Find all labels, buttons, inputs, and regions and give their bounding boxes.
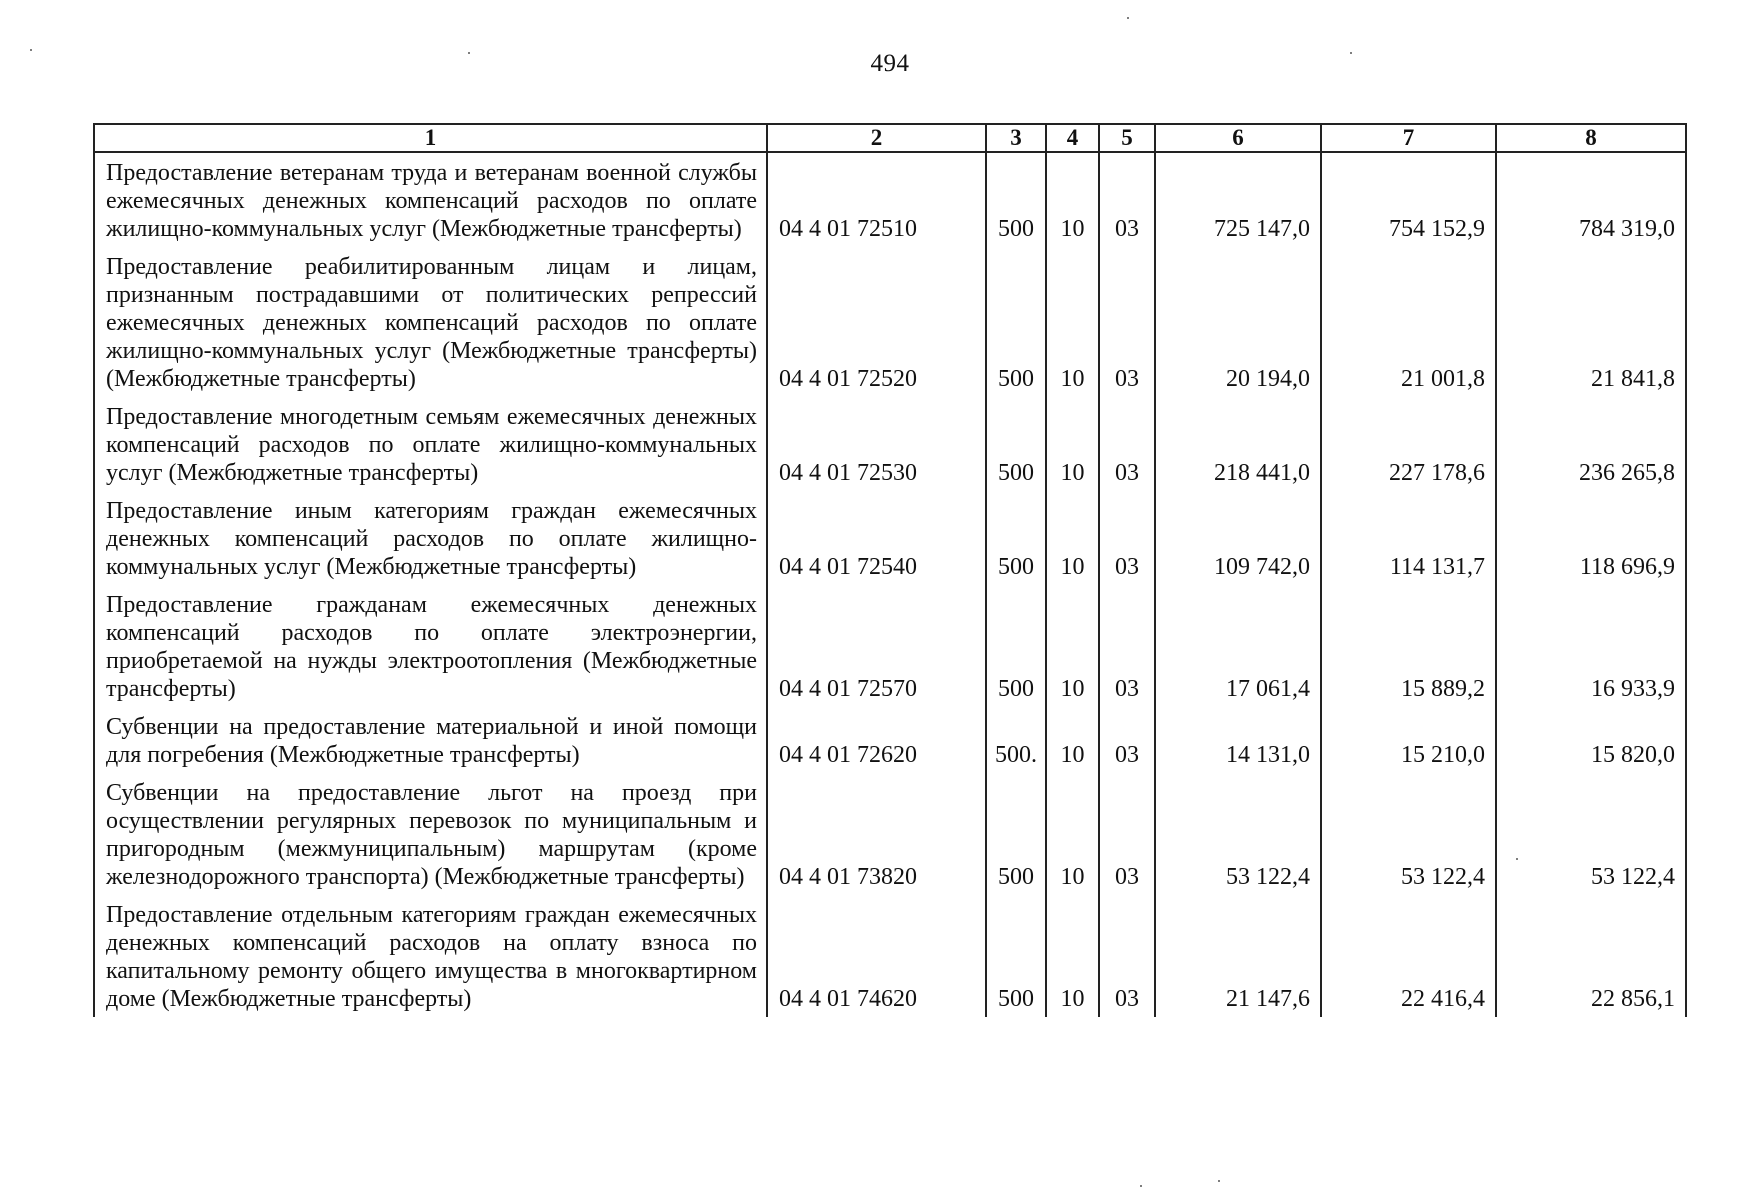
row-col4: 10 (1046, 247, 1099, 397)
row-value-8: 22 856,1 (1496, 895, 1686, 1017)
row-description: Субвенции на предоставление материальной и иной помощи для погребения (Межбюджетные трансферты) (94, 707, 767, 773)
column-header-2: 2 (767, 124, 986, 152)
scan-speck (1218, 1180, 1220, 1182)
row-col4: 10 (1046, 585, 1099, 707)
table-body (94, 152, 1686, 1017)
row-value-7: 22 416,4 (1321, 895, 1496, 1017)
budget-table (93, 123, 1687, 1017)
row-col3: 500 (986, 152, 1046, 247)
table-row (94, 585, 1686, 707)
row-value-6: 218 441,0 (1155, 397, 1321, 491)
row-description: Предоставление гражданам ежемесячных денежных компенсаций расходов по оплате электроэнергии, приобретаемой на нужды электроотопления (Межбюджетные трансферты) (94, 585, 767, 707)
table-row (94, 397, 1686, 491)
row-value-6: 109 742,0 (1155, 491, 1321, 585)
page-number: 494 (870, 50, 910, 77)
row-description: Предоставление иным категориям граждан ежемесячных денежных компенсаций расходов по оплате жилищно-коммунальных услуг (Межбюджетные трансферты) (94, 491, 767, 585)
column-header-8: 8 (1496, 124, 1686, 152)
scan-speck (30, 49, 32, 51)
row-col4: 10 (1046, 773, 1099, 895)
row-description: Предоставление отдельным категориям граждан ежемесячных денежных компенсаций расходов на оплату взноса по капитальному ремонту общего имущества в многоквартирном доме (Межбюджетные трансферты) (94, 895, 767, 1017)
scan-speck (1516, 858, 1518, 860)
row-col5: 03 (1099, 397, 1155, 491)
table-row (94, 152, 1686, 247)
row-col3: 500 (986, 585, 1046, 707)
row-value-6: 725 147,0 (1155, 152, 1321, 247)
row-value-8: 118 696,9 (1496, 491, 1686, 585)
table-row (94, 773, 1686, 895)
row-col3: 500 (986, 397, 1046, 491)
scan-speck (1127, 17, 1129, 19)
row-value-8: 15 820,0 (1496, 707, 1686, 773)
column-header-1: 1 (94, 124, 767, 152)
row-col4: 10 (1046, 707, 1099, 773)
row-code: 04 4 01 72520 (767, 247, 986, 397)
row-value-8: 784 319,0 (1496, 152, 1686, 247)
table-header (94, 124, 1686, 152)
row-value-7: 15 889,2 (1321, 585, 1496, 707)
row-col5: 03 (1099, 491, 1155, 585)
row-value-6: 14 131,0 (1155, 707, 1321, 773)
row-code: 04 4 01 72540 (767, 491, 986, 585)
row-col5: 03 (1099, 247, 1155, 397)
column-header-4: 4 (1046, 124, 1099, 152)
row-value-7: 754 152,9 (1321, 152, 1496, 247)
row-value-7: 227 178,6 (1321, 397, 1496, 491)
row-value-8: 21 841,8 (1496, 247, 1686, 397)
column-header-6: 6 (1155, 124, 1321, 152)
row-col3: 500. (986, 707, 1046, 773)
row-value-6: 17 061,4 (1155, 585, 1321, 707)
row-col5: 03 (1099, 773, 1155, 895)
row-col3: 500 (986, 773, 1046, 895)
table-row (94, 895, 1686, 1017)
row-value-6: 20 194,0 (1155, 247, 1321, 397)
row-code: 04 4 01 73820 (767, 773, 986, 895)
row-value-6: 21 147,6 (1155, 895, 1321, 1017)
row-col5: 03 (1099, 152, 1155, 247)
table-row (94, 247, 1686, 397)
column-header-3: 3 (986, 124, 1046, 152)
row-description: Предоставление ветеранам труда и ветеранам военной службы ежемесячных денежных компенсаций расходов по оплате жилищно-коммунальных услуг (Межбюджетные трансферты) (94, 152, 767, 247)
row-col4: 10 (1046, 895, 1099, 1017)
column-header-5: 5 (1099, 124, 1155, 152)
row-value-8: 16 933,9 (1496, 585, 1686, 707)
table-row (94, 707, 1686, 773)
row-description: Предоставление реабилитированным лицам и лицам, признанным пострадавшими от политических репрессий ежемесячных денежных компенсаций расходов по оплате жилищно-коммунальных услуг (Межбюджетные трансферты) (Межбюджетные трансферты) (94, 247, 767, 397)
row-col5: 03 (1099, 895, 1155, 1017)
scan-speck (1350, 52, 1352, 54)
row-col3: 500 (986, 895, 1046, 1017)
scan-speck (1140, 1185, 1142, 1187)
row-col4: 10 (1046, 152, 1099, 247)
row-col4: 10 (1046, 491, 1099, 585)
header-row (94, 124, 1686, 152)
row-code: 04 4 01 72510 (767, 152, 986, 247)
row-value-7: 15 210,0 (1321, 707, 1496, 773)
row-col3: 500 (986, 247, 1046, 397)
row-col4: 10 (1046, 397, 1099, 491)
row-col5: 03 (1099, 707, 1155, 773)
table-row (94, 491, 1686, 585)
row-value-7: 53 122,4 (1321, 773, 1496, 895)
row-code: 04 4 01 72570 (767, 585, 986, 707)
row-description: Предоставление многодетным семьям ежемесячных денежных компенсаций расходов по оплате жилищно-коммунальных услуг (Межбюджетные трансферты) (94, 397, 767, 491)
scan-speck (468, 52, 470, 54)
row-description: Субвенции на предоставление льгот на проезд при осуществлении регулярных перевозок по муниципальным и пригородным (межмуниципальным) маршрутам (кроме железнодорожного транспорта) (Межбюджетные трансферты) (94, 773, 767, 895)
row-code: 04 4 01 72530 (767, 397, 986, 491)
column-header-7: 7 (1321, 124, 1496, 152)
row-value-7: 114 131,7 (1321, 491, 1496, 585)
row-col3: 500 (986, 491, 1046, 585)
row-code: 04 4 01 74620 (767, 895, 986, 1017)
row-value-8: 53 122,4 (1496, 773, 1686, 895)
row-value-8: 236 265,8 (1496, 397, 1686, 491)
row-value-7: 21 001,8 (1321, 247, 1496, 397)
row-value-6: 53 122,4 (1155, 773, 1321, 895)
row-col5: 03 (1099, 585, 1155, 707)
row-code: 04 4 01 72620 (767, 707, 986, 773)
